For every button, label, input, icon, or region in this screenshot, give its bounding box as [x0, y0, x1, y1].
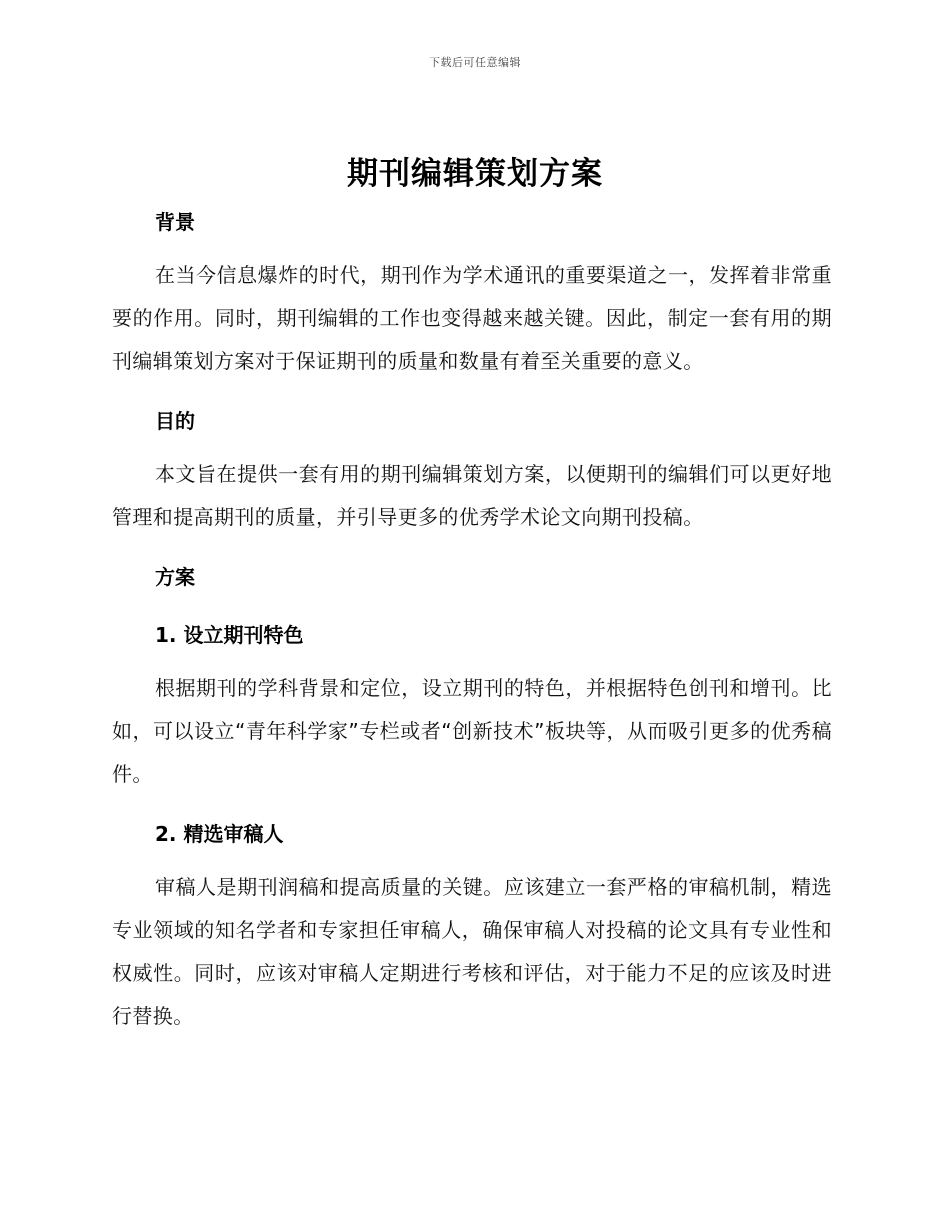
- section-heading-purpose: 目的: [155, 409, 195, 433]
- document-body: [112, 202, 832, 1038]
- plan-item-paragraph-1: 根据期刊的学科背景和定位，设立期刊的特色，并根据特色创刊和增刊。比如，可以设立“青年科学家”专栏或者“创新技术”板块等，从而吸引更多的优秀稿件。: [112, 676, 832, 786]
- section-heading-background: 背景: [155, 210, 195, 234]
- plan-item-heading-1: 1. 设立期刊特色: [155, 623, 304, 647]
- section-heading-plan: 方案: [155, 565, 195, 589]
- header-note: 下载后可任意编辑: [429, 56, 521, 69]
- plan-item-heading-2: 2. 精选审稿人: [155, 822, 284, 846]
- section-paragraph-background: 在当今信息爆炸的时代，期刊作为学术通讯的重要渠道之一，发挥着非常重要的作用。同时，期刊编辑的工作也变得越来越关键。因此，制定一套有用的期刊编辑策划方案对于保证期刊的质量和数量有着至关重要的意义。: [112, 263, 832, 373]
- document-title: 期刊编辑策划方案: [347, 156, 603, 192]
- section-paragraph-purpose: 本文旨在提供一套有用的期刊编辑策划方案，以便期刊的编辑们可以更好地管理和提高期刊的质量，并引导更多的优秀学术论文向期刊投稿。: [112, 462, 832, 529]
- plan-item-paragraph-2: 审稿人是期刊润稿和提高质量的关键。应该建立一套严格的审稿机制，精选专业领域的知名学者和专家担任审稿人，确保审稿人对投稿的论文具有专业性和权威性。同时，应该对审稿人定期进行考核和评估，对于能力不足的应该及时进行替换。: [112, 875, 832, 1028]
